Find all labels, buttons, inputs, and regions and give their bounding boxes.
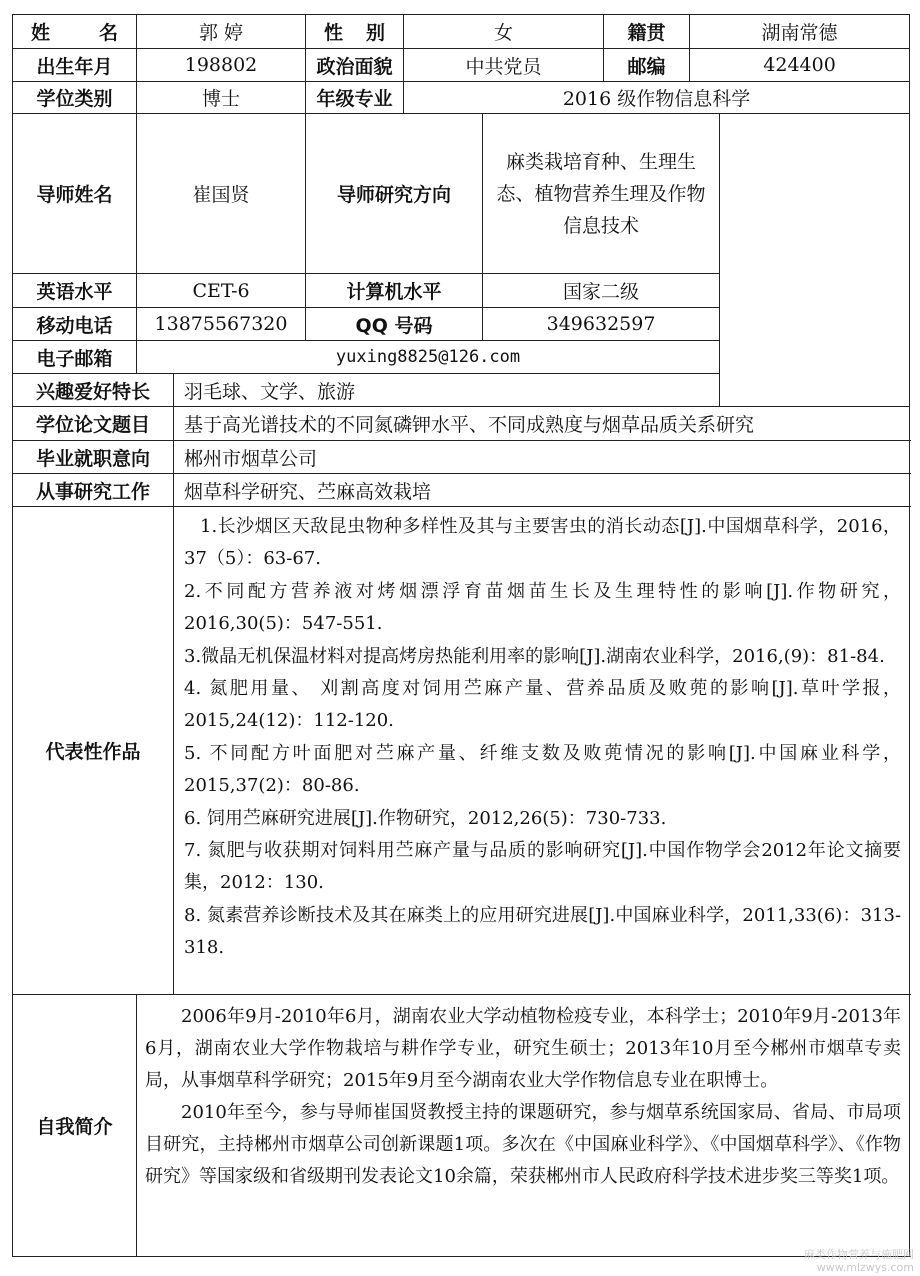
work-item: 4. 氮肥用量、 刈割高度对饲用苎麻产量、营养品质及败蔸的影响[J].草叶学报，2015,24(12)：112-120.	[184, 678, 902, 732]
birth-label: 出生年月	[13, 49, 137, 82]
intro-paragraph: 2010年至今，参与导师崔国贤教授主持的课题研究，参与烟草系统国家局、省局、市局项目研究，主持郴州市烟草公司创新课题1项。多次在《中国麻业科学》、《中国烟草科学》、《作物研究》等国家级和省级期刊发表论文10余篇，荣获郴州市人民政府科学技术进步奖三等奖1项。	[145, 1102, 902, 1187]
watermark-url: www.mlzwys.com	[816, 1261, 914, 1274]
computer-value: 国家二级	[483, 274, 720, 308]
work-item: 5. 不同配方叶面肥对苎麻产量、纤维支数及败蔸情况的影响[J].中国麻业科学，2015,37(2)：80-86.	[184, 742, 902, 797]
postcode-label: 邮编	[604, 49, 690, 82]
grade-major-value: 2016 级作物信息科学	[404, 82, 910, 114]
watermark-title: 麻类作物营养与施肥网	[804, 1248, 914, 1261]
intro-text	[137, 995, 910, 1257]
work-item: 6. 饲用苎麻研究进展[J].作物研究，2012,26(5)：730-733.	[184, 807, 667, 829]
works-label: 代表性作品	[13, 507, 174, 995]
grade-major-label: 年级专业	[306, 82, 404, 114]
english-label: 英语水平	[13, 274, 137, 308]
name-label: 姓名	[13, 15, 137, 49]
degree-type-value: 博士	[137, 82, 306, 114]
computer-label: 计算机水平	[306, 274, 483, 308]
gender-label: 性别	[306, 15, 404, 49]
works-list	[174, 507, 910, 995]
qq-label: QQ 号码	[306, 308, 483, 341]
intro-label: 自我简介	[13, 995, 137, 1257]
hometown-label: 籍贯	[604, 15, 690, 49]
email-value: yuxing8825@126.com	[137, 341, 720, 374]
english-value: CET-6	[137, 274, 306, 308]
supervisor-research-value: 麻类栽培育种、生理生态、植物营养生理及作物信息技术	[483, 114, 720, 274]
postcode-value: 424400	[690, 49, 910, 82]
phone-label: 移动电话	[13, 308, 137, 341]
qq-value: 349632597	[483, 308, 720, 341]
supervisor-label: 导师姓名	[13, 114, 137, 274]
work-item: 3.微晶无机保温材料对提高烤房热能利用率的影响[J].湖南农业科学，2016,(9)：81-84.	[184, 645, 885, 667]
phone-value: 13875567320	[137, 308, 306, 341]
gender-value: 女	[404, 15, 604, 49]
work-item: 2.不同配方营养液对烤烟漂浮育苗烟苗生长及生理特性的影响[J].作物研究，2016,30(5)：547-551.	[184, 580, 902, 635]
political-label: 政治面貌	[306, 49, 404, 82]
work-item: 7. 氮肥与收获期对饲料用苎麻产量与品质的影响研究[J].中国作物学会2012年论文摘要集，2012：130.	[184, 840, 902, 894]
hometown-value: 湖南常德	[690, 15, 910, 49]
work-item: 8. 氮素营养诊断技术及其在麻类上的应用研究进展[J].中国麻业科学，2011,33(6)：313-318.	[184, 904, 902, 959]
degree-type-label: 学位类别	[13, 82, 137, 114]
research-work-value: 烟草科学研究、苎麻高效栽培	[174, 474, 910, 507]
supervisor-value: 崔国贤	[137, 114, 306, 274]
political-value: 中共党员	[404, 49, 604, 82]
thesis-label: 学位论文题目	[13, 407, 174, 441]
intro-paragraph: 2006年9月-2010年6月，湖南农业大学动植物检疫专业，本科学士；2010年9月-2013年6月，湖南农业大学作物栽培与耕作学专业，研究生硕士；2013年10月至今郴州市烟草专卖局，从事烟草科学研究；2015年9月至今湖南农业大学作物信息专业在职博士。	[145, 1006, 902, 1091]
watermark	[804, 1248, 914, 1274]
work-item: 1.长沙烟区天敌昆虫物种多样性及其与主要害虫的消长动态[J].中国烟草科学，2016，37（5）：63-67.	[184, 516, 902, 570]
hobbies-value: 羽毛球、文学、旅游	[174, 374, 720, 407]
job-intent-label: 毕业就职意向	[13, 441, 174, 474]
name-value: 郭 婷	[137, 15, 306, 49]
email-label: 电子邮箱	[13, 341, 137, 374]
research-work-label: 从事研究工作	[13, 474, 174, 507]
thesis-value: 基于高光谱技术的不同氮磷钾水平、不同成熟度与烟草品质关系研究	[174, 407, 910, 441]
hobbies-label: 兴趣爱好特长	[13, 374, 174, 407]
birth-value: 198802	[137, 49, 306, 82]
job-intent-value: 郴州市烟草公司	[174, 441, 910, 474]
supervisor-research-label: 导师研究方向	[306, 114, 483, 274]
resume-table	[12, 14, 910, 1257]
